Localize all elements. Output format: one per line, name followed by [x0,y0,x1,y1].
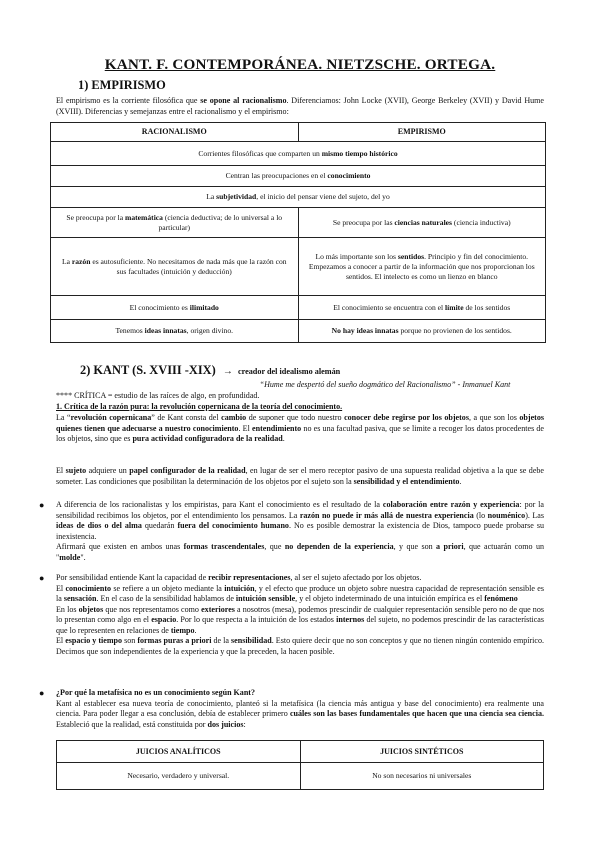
table-cell: El conocimiento es ilimitado [51,296,299,320]
table-cell: Necesario, verdadero y universal. [57,763,301,790]
paragraph-sujeto: El sujeto adquiere un papel configurador de la realidad, en lugar de ser el mero receptor pasivo de una supuesta realidad objetiva a la que se debe someter. Las condiciones que posibilitan la determinación de los objetos por el sujeto son la sensibilidad y el entendimiento. [56,466,544,486]
section-heading-empirismo: 1) EMPIRISMO [78,78,166,92]
header-juicios-sinteticos: JUICIOS SINTÉTICOS [300,741,544,763]
table-cell: Lo más importante son los sentidos. Principio y fin del conocimiento. Empezamos a conocer a partir de la información que nos proporcionan los sentidos. El intelecto es como un lienzo en blanco [298,238,546,296]
paragraph-revolucion: La “revolución copernicana” de Kant consta del cambio de suponer que todo nuestro conocer debe regirse por los objetos, a que son los objetos quienes tienen que adecuarse a nuestro conocimiento. El entendimiento no es una facultad pasiva, que se limite a recoger los datos procedentes de los objetos, sino que es pura actividad configuradora de la realidad. [56,413,545,444]
arrow-icon: → [222,366,233,377]
table-cell: La razón es autosuficiente. No necesitamos de nada más que la razón con sus facultades (intuición y deducción) [51,238,299,296]
table-cell: Se preocupa por la matemática (ciencia deductiva; de lo universal a lo particular) [51,208,299,238]
table-row: La subjetividad, el inicio del pensar viene del sujeto, del yo [51,187,546,208]
bullet-icon: ● [39,500,45,510]
paragraph-sensibilidad: Por sensibilidad entiende Kant la capacidad de recibir representaciones, al ser el sujeto afectado por los objetos. El conocimiento se refiere a un objeto mediante la intuición, y el efecto que produce un objeto sobre nuestra capacidad de representación sensible es la sensación. En el caso de la sensibilidad hablamos de intuición sensible, y el objeto indeterminado de una intuición empírica es el fenómeno En los objetos que nos representamos como exteriores a nosotros (mesa), podemos prescindir de cualquier representación sensible pero no de que nos lo presentan como algo en el espacio. Por lo que respecta a la intuición de los estados internos del sujeto, no podemos prescindir de las características que lo representen en relaciones de tiempo. El espacio y tiempo son formas puras a priori de la sensibilidad. Esto quiere decir que no son conceptos y que no tienen ningún contenido empírico. Decimos que son independientes de la experiencia y que la preceden, la hacen posible. [56,573,545,656]
table-cell: El conocimiento se encuentra con el límite de los sentidos [298,296,546,320]
critica-definition: **** CRÍTICA = estudio de las raíces de algo, en profundidad. [56,391,260,400]
paragraph-metafisica: ¿Por qué la metafísica no es un conocimiento según Kant? Kant al establecer esa nueva teoría de conocimiento, planteó si la metafísica (la ciencia más antigua y base del conocimiento) era realmente una ciencia. Para poder llegar a esa conclusión, debía de establecer primero cuáles son las bases fundamentales que hacen que una ciencia sea ciencia. Estableció que la realidad, está constituida por dos juicios: [56,688,544,729]
paragraph-colaboracion: A diferencia de los racionalistas y los empiristas, para Kant el conocimiento es el resultado de la colaboración entre razón y experiencia: por la sensibilidad recibimos los objetos, por el entendimiento los pensamos. La razón no puede ir más allá de nuestra experiencia (lo nouménico). Las ideas de dios o del alma quedarán fuera del conocimiento humano. No es posible demostrar la existencia de Dios, tampoco puede probarse su inexistencia. Afirmará que existen en ambos unas formas trascendentales, que no dependen de la experiencia, y que son a priori, que actuarán como un "molde". [56,500,544,562]
section-heading-kant: 2) KANT (S. XVIII -XIX) → creador del idealismo alemán [80,363,341,377]
table-row: Centran las preocupaciones en el conocimiento [51,166,546,187]
document-title: KANT. F. CONTEMPORÁNEA. NIETZSCHE. ORTEGA. [104,56,496,73]
empirismo-intro: El empirismo es la corriente filosófica que se opone al racionalismo. Diferenciamos: John Locke (XVII), George Berkeley (XVII) y David Hume (XVIII). Diferencias y semejanzas entre el racionalismo y el empirismo: [56,96,545,116]
kant-quote: “Hume me despertó del sueño dogmático del Racionalismo” - Inmanuel Kant [259,380,511,389]
table-cell: Se preocupa por las ciencias naturales (ciencia inductiva) [298,208,546,238]
header-juicios-analiticos: JUICIOS ANALÍTICOS [57,741,301,763]
header-empirismo: EMPIRISMO [298,123,546,142]
bullet-icon: ● [39,573,45,583]
bullet-icon: ● [39,688,45,698]
table-cell: No son necesarios ni universales [300,763,544,790]
rationalism-empiricism-table [50,122,546,343]
juicios-table [56,740,544,790]
table-row: Corrientes filosóficas que comparten un mismo tiempo histórico [51,142,546,166]
subsection-heading: 1. Crítica de la razón pura: la revolución copernicana de la teoría del conocimiento. [56,402,343,411]
table-cell: Tenemos ideas innatas, origen divino. [51,320,299,343]
header-racionalismo: RACIONALISMO [51,123,299,142]
table-cell: No hay ideas innatas porque no provienen de los sentidos. [298,320,546,343]
